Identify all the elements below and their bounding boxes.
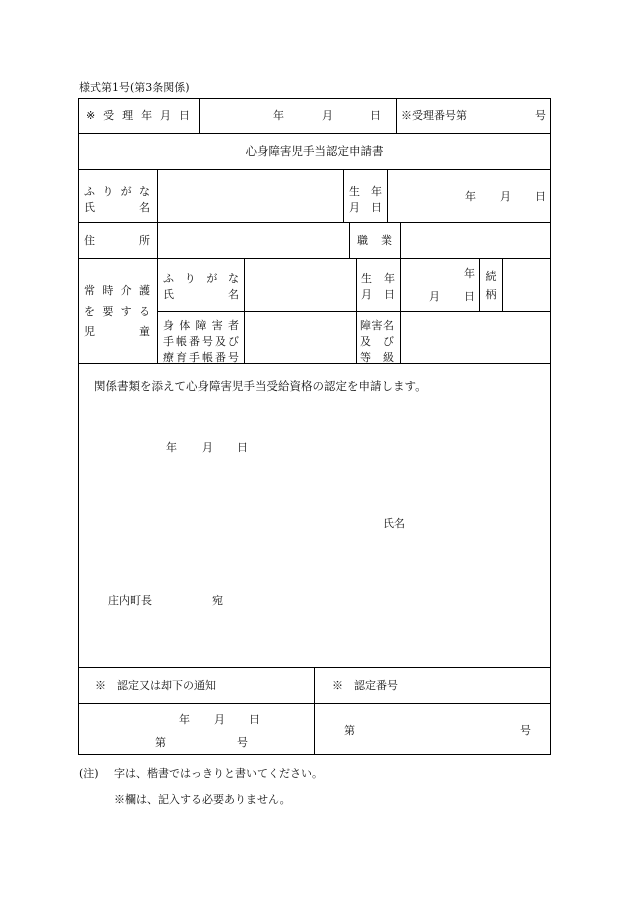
- receipt-day-unit: 日: [370, 109, 381, 122]
- addressee-suffix: 宛: [212, 594, 223, 607]
- certification-number-label: ※ 認定番号: [332, 679, 398, 692]
- handbook-number-label: 身 体 障 害 者 手帳番号及び 療育手帳番号: [163, 319, 239, 364]
- column-divider: [356, 258, 357, 363]
- address-label: 住 所: [84, 234, 150, 247]
- occupation-label: 職 業: [357, 234, 392, 247]
- signer-name-label: 氏名: [383, 517, 405, 530]
- child-birth-month-unit: 月: [429, 290, 440, 303]
- column-divider: [199, 98, 200, 133]
- column-divider: [479, 258, 480, 311]
- disability-grade-label: 障害名 及 び 等 級: [360, 319, 394, 364]
- child-birth-day-unit: 日: [464, 290, 475, 303]
- column-divider: [502, 258, 503, 311]
- addressee-label: 庄内町長: [108, 594, 152, 607]
- notice-month-unit: 月: [214, 713, 225, 726]
- applicant-birth-month-unit: 月: [500, 190, 511, 203]
- form-title: 心身障害児手当認定申請書: [245, 144, 384, 158]
- certification-number-prefix: 第: [344, 724, 355, 737]
- notice-year-unit: 年: [179, 713, 190, 726]
- application-month-unit: 月: [202, 441, 213, 454]
- application-day-unit: 日: [237, 441, 248, 454]
- column-divider: [349, 222, 350, 258]
- receipt-month-unit: 月: [322, 109, 333, 122]
- notice-number-suffix: 号: [237, 736, 248, 749]
- applicant-name-label: ふ り が な 氏 名: [84, 185, 150, 214]
- child-name-label: ふ り が な 氏 名: [163, 272, 239, 301]
- receipt-date-label: ※ 受 理 年 月 日: [86, 109, 190, 122]
- child-section-label: 常 時 介 護 を 要 す る 児 童: [84, 284, 150, 338]
- note-handwriting: 字は、楷書ではっきりと書いてください。: [114, 767, 323, 780]
- column-divider: [244, 258, 245, 363]
- column-divider: [343, 169, 344, 222]
- form-number-label: 様式第1号(第3条関係): [79, 81, 190, 94]
- applicant-birth-year-unit: 年: [465, 190, 476, 203]
- applicant-birth-day-unit: 日: [535, 190, 546, 203]
- row-divider: [78, 169, 551, 170]
- applicant-birth-label: 生 年 月 日: [349, 185, 382, 214]
- notice-label: ※ 認定又は却下の通知: [95, 679, 216, 692]
- receipt-year-unit: 年: [273, 109, 284, 122]
- notice-day-unit: 日: [249, 713, 260, 726]
- application-year-unit: 年: [166, 441, 177, 454]
- child-birth-label: 生 年 月 日: [361, 272, 395, 301]
- receipt-mark: ※: [86, 109, 96, 122]
- row-divider: [78, 222, 551, 223]
- column-divider: [314, 667, 315, 755]
- row-divider: [78, 258, 551, 259]
- row-divider: [78, 363, 551, 364]
- receipt-number-label: ※受理番号第: [401, 109, 467, 122]
- column-divider: [400, 258, 401, 363]
- column-divider: [396, 98, 397, 133]
- note-prefix: (注): [79, 767, 99, 780]
- note-office-fields: ※欄は、記入する必要ありません。: [114, 793, 291, 806]
- application-statement: 関係書類を添えて心身障害児手当受給資格の認定を申請します。: [94, 379, 427, 393]
- receipt-number-suffix: 号: [535, 109, 546, 122]
- row-divider: [78, 133, 551, 134]
- column-divider: [387, 169, 388, 222]
- relationship-label: 続 柄: [485, 270, 497, 301]
- column-divider: [400, 222, 401, 258]
- column-divider: [157, 169, 158, 363]
- child-birth-year-unit: 年: [464, 267, 475, 280]
- certification-number-suffix: 号: [520, 724, 531, 737]
- row-divider: [157, 311, 551, 312]
- notice-number-prefix: 第: [155, 736, 166, 749]
